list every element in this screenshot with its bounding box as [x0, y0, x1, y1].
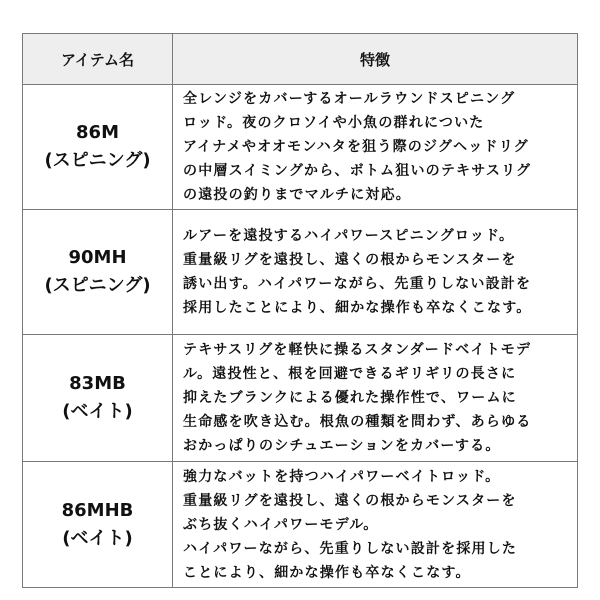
description-line: 重量級リグを遠投し、遠くの根からモンスターを: [183, 492, 517, 509]
description-line: ロッド。夜のクロソイや小魚の群れについた: [183, 115, 485, 131]
table-row: [23, 335, 578, 462]
description-line: 強力なバットを持つハイパワーベイトロッド。: [183, 468, 501, 485]
item-type: (ベイト): [62, 527, 133, 549]
description-line: 生命感を吹き込む。根魚の種類を問わず、あらゆる: [183, 414, 532, 430]
description-line: 採用したことにより、細かな操作も卒なくこなす。: [183, 300, 532, 316]
spec-table: [22, 33, 578, 588]
header-feature: 特徴: [173, 34, 578, 85]
description-line: ル。遠投性と、根を回避できるギリギリの長さに: [183, 366, 517, 382]
description-line: アイナメやオオモンハタを狙う際のジグヘッドリグ: [183, 139, 529, 155]
table-row: [23, 462, 578, 588]
item-name-cell: [23, 335, 173, 462]
description-line: 全レンジをカバーするオールラウンドスピニング: [183, 91, 516, 107]
item-description-cell: [173, 335, 578, 462]
item-name-cell: [23, 85, 173, 210]
item-description-cell: [173, 462, 578, 588]
item-description-cell: [173, 85, 578, 210]
item-model: 86M: [76, 122, 119, 143]
item-name-cell: [23, 462, 173, 588]
description-line: ハイパワーながら、先重りしない設計を採用した: [183, 540, 518, 557]
item-model: 86MHB: [61, 499, 134, 521]
description-line: おかっぱりのシチュエーションをカバーする。: [183, 438, 501, 454]
description-line: の遠投の釣りまでマルチに対応。: [183, 187, 411, 203]
description-line: ぶち抜くハイパワーモデル。: [183, 516, 379, 533]
item-model: 90MH: [68, 247, 127, 268]
table-row: [23, 210, 578, 335]
description-line: ことにより、細かな操作も卒なくこなす。: [183, 564, 471, 581]
description-line: 抑えたブランクによる優れた操作性で、ワームに: [183, 390, 517, 406]
description-line: テキサスリグを軽快に操るスタンダードベイトモデ: [183, 342, 532, 358]
item-name-cell: [23, 210, 173, 335]
header-item-name: アイテム名: [23, 34, 173, 85]
item-model: 83MB: [69, 373, 126, 394]
item-description-cell: [173, 210, 578, 335]
description-line: 重量級リグを遠投し、遠くの根からモンスターを: [183, 252, 517, 268]
description-line: 誘い出す。ハイパワーながら、先重りしない設計を: [183, 276, 532, 292]
item-type: (ベイト): [62, 401, 133, 422]
description-line: の中層スイミングから、ボトム狙いのテキサスリグ: [183, 163, 532, 179]
description-line: ルアーを遠投するハイパワースピニングロッド。: [183, 228, 515, 244]
header-row: [23, 34, 578, 85]
table-header: [23, 34, 578, 85]
table-row: [23, 85, 578, 210]
item-type: (スピニング): [44, 275, 151, 296]
item-type: (スピニング): [44, 150, 151, 171]
